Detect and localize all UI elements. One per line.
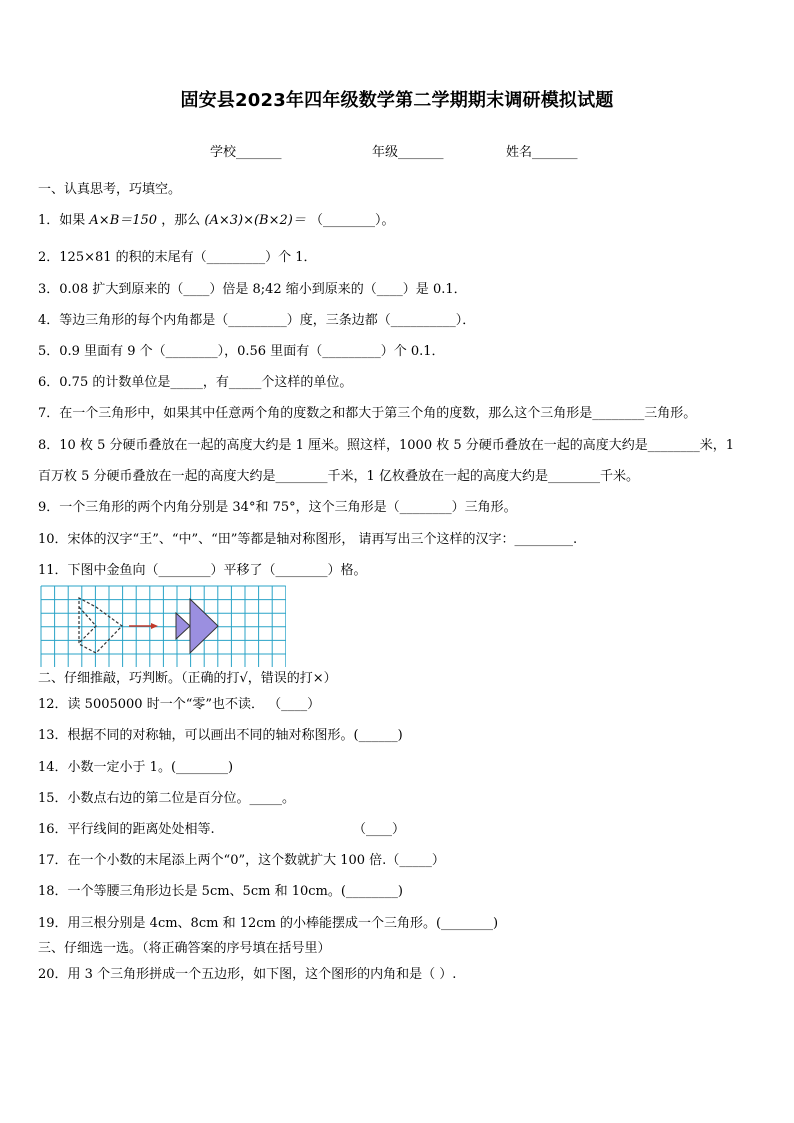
- q1-text-mid: ，那么: [161, 213, 201, 228]
- question-9: 9．一个三角形的两个内角分别是 34°和 75°，这个三角形是（________）三角形。: [38, 500, 517, 515]
- translation-arrow-head: [151, 623, 158, 629]
- q1-text-end: （________）。: [309, 213, 395, 228]
- question-8-line-1: 8．10 枚 5 分硬币叠放在一起的高度大约是 1 厘米。照这样，1000 枚 5 分硬币叠放在一起的高度大约是________米，1: [38, 438, 735, 453]
- question-20: 20．用 3 个三角形拼成一个五边形，如下图，这个图形的内角和是（ ）.: [38, 967, 457, 982]
- section-2-heading: 二、仔细推敲，巧判断。（正确的打√，错误的打×）: [38, 671, 337, 686]
- question-12: 12．读 5005000 时一个“零”也不读． （____）: [38, 697, 321, 712]
- question-17: 17．在一个小数的末尾添上两个“0”，这个数就扩大 100 倍.（_____）: [38, 853, 445, 868]
- question-2: 2．125×81 的积的末尾有（_________）个 1．: [38, 250, 317, 265]
- grade-field: 年级_______: [372, 145, 444, 160]
- question-7: 7．在一个三角形中，如果其中任意两个角的度数之和都大于第三个角的度数，那么这个三角形是________三角形。: [38, 406, 697, 421]
- question-10: 10．宋体的汉字“王”、“中”、“田”等都是轴对称图形， 请再写出三个这样的汉字：_________.: [38, 532, 578, 547]
- school-field: 学校_______: [210, 145, 282, 160]
- section-3-heading: 三、仔细选一选。（将正确答案的序号填在括号里）: [38, 941, 331, 956]
- question-18: 18．一个等腰三角形边长是 5cm、5cm 和 10cm。(________): [38, 884, 403, 899]
- q16-answer-blank: （____）: [352, 822, 405, 837]
- name-field: 姓名_______: [506, 145, 578, 160]
- question-5: 5．0.9 里面有 9 个（________），0.56 里面有（_________）个 0.1．: [38, 344, 445, 359]
- question-1: [38, 213, 394, 229]
- q16-statement: 16．平行线间的距离处处相等.: [38, 822, 215, 837]
- question-13: 13．根据不同的对称轴，可以画出不同的轴对称图形。(______): [38, 728, 403, 743]
- q1-formula-1: A×B＝150: [89, 213, 158, 228]
- section-1-heading: 一、认真思考，巧填空。: [38, 182, 182, 197]
- question-16: [38, 822, 405, 838]
- question-8-line-2: 百万枚 5 分硬币叠放在一起的高度大约是________千米，1 亿枚叠放在一起的高度大约是________千米。: [38, 469, 639, 484]
- page-title: 固安县2023年四年级数学第二学期期末调研模拟试题: [180, 90, 614, 111]
- question-4: 4．等边三角形的每个内角都是（_________）度，三条边都（__________）．: [38, 313, 476, 328]
- goldfish-grid-figure: [40, 585, 286, 667]
- moved-fish-tail: [176, 613, 190, 639]
- question-3: 3．0.08 扩大到原来的（____）倍是 8;42 缩小到原来的（____）是 0.1．: [38, 282, 467, 297]
- q1-formula-2: (A×3)×(B×2)＝: [204, 213, 306, 228]
- question-6: 6．0.75 的计数单位是_____，有_____个这样的单位。: [38, 375, 353, 390]
- original-fish-outline: [79, 598, 122, 653]
- question-11: 11．下图中金鱼向（________）平移了（________）格。: [38, 563, 367, 578]
- question-15: 15．小数点右边的第二位是百分位。_____。: [38, 791, 296, 806]
- q1-text-a: 1．如果: [38, 213, 86, 228]
- question-14: 14．小数一定小于 1。(________): [38, 760, 234, 775]
- question-19: 19．用三根分别是 4cm、8cm 和 12cm 的小棒能摆成一个三角形。(________): [38, 916, 499, 931]
- grid-lines: [41, 586, 286, 667]
